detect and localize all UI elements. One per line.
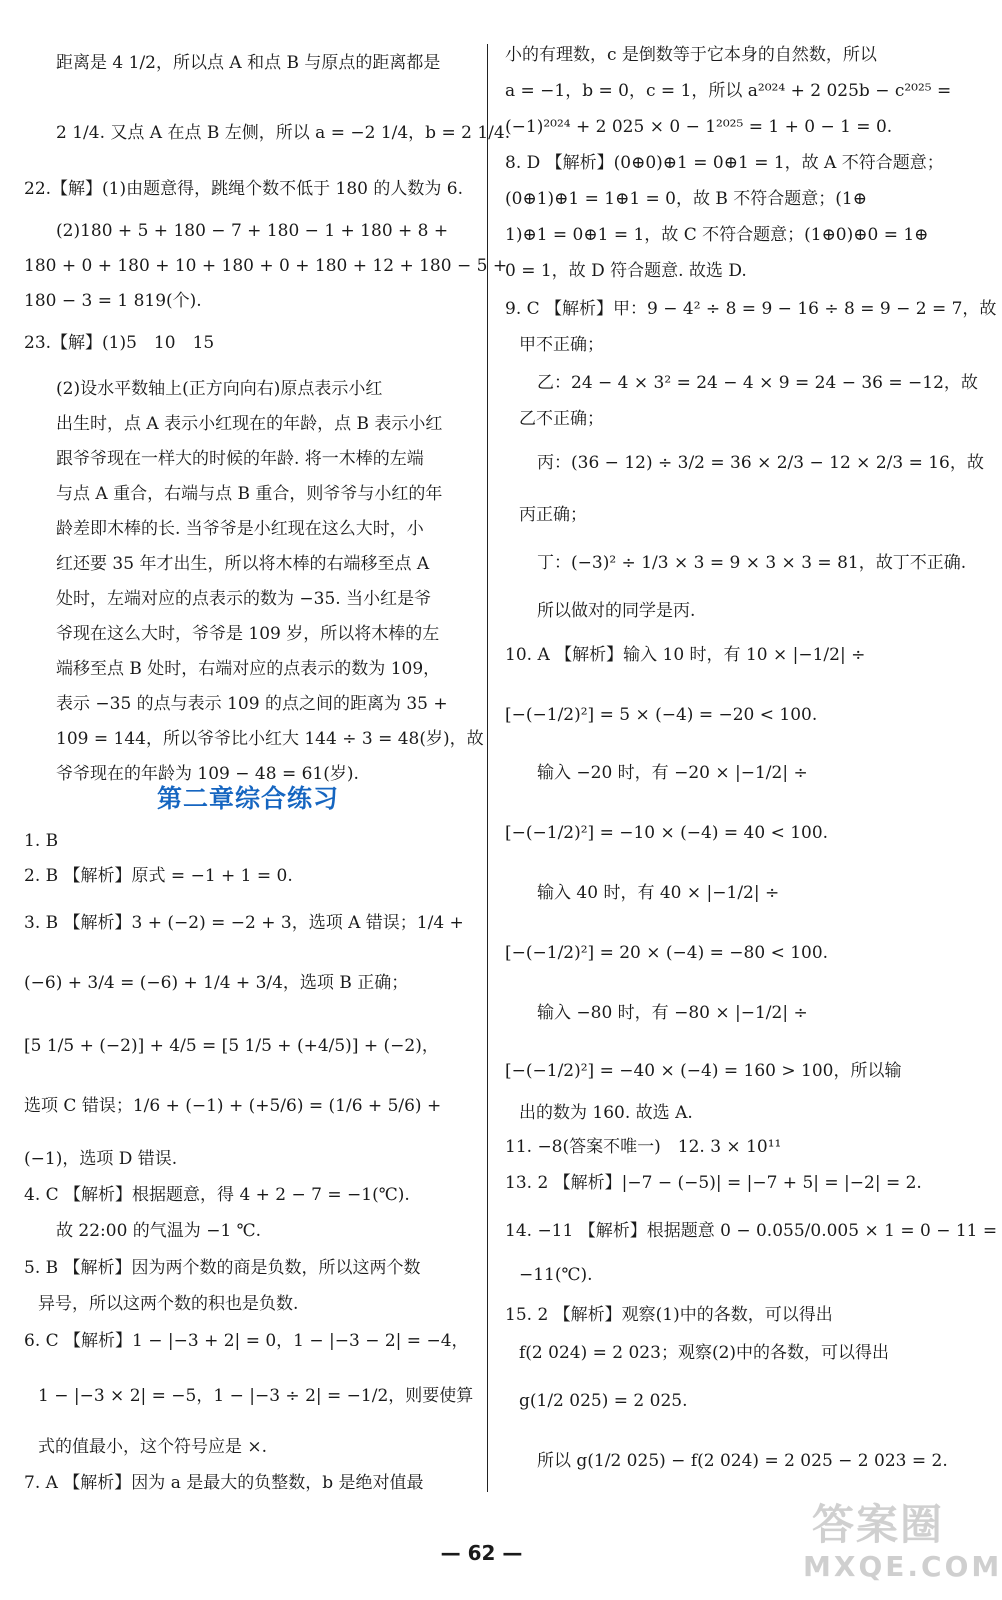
- answer-3: 3. B 【解析】3 + (−2) = −2 + 3，选项 A 错误；1/4 +: [24, 913, 464, 933]
- text-line: (−1)²⁰²⁴ + 2 025 × 0 − 1²⁰²⁵ = 1 + 0 − 1 = 0.: [505, 117, 893, 137]
- text-line: [−(−1/2)²] = −40 × (−4) = 160 > 100，所以输: [505, 1061, 902, 1081]
- text-line: (2)180 + 5 + 180 − 7 + 180 − 1 + 180 + 8 +: [56, 221, 449, 241]
- text-line: 丙正确；: [519, 505, 587, 525]
- answer-10: 10. A 【解析】输入 10 时，有 10 × |−1/2| ÷: [505, 645, 866, 665]
- page-number: — 62 —: [440, 1541, 523, 1565]
- text-line: 1)⊕1 = 0⊕1 = 1，故 C 不符合题意；(1⊕0)⊕0 = 1⊕: [505, 225, 929, 245]
- text-line: 表示 −35 的点与表示 109 的点之间的距离为 35 +: [56, 694, 448, 714]
- text-line: 选项 C 错误；1/6 + (−1) + (+5/6) = (1/6 + 5/6) +: [24, 1096, 442, 1116]
- text-line: (−1)，选项 D 错误.: [24, 1149, 178, 1169]
- answer-14: 14. −11 【解析】根据题意 0 − 0.055/0.005 × 1 = 0 − 11 =: [505, 1221, 998, 1241]
- answer-1: 1. B: [24, 831, 59, 851]
- text-line: 出的数为 160. 故选 A.: [519, 1103, 693, 1123]
- text-line: 红还要 35 年才出生，所以将木棒的右端移至点 A: [56, 554, 430, 574]
- section-title: 第二章综合练习: [156, 784, 339, 813]
- text-line: 丙：(36 − 12) ÷ 3/2 = 36 × 2/3 − 12 × 2/3 = 16，故: [537, 453, 984, 473]
- text-line: 丁：(−3)² ÷ 1/3 × 3 = 9 × 3 × 3 = 81，故丁不正确.: [537, 553, 967, 573]
- text-line: 与点 A 重合，右端与点 B 重合，则爷爷与小红的年: [56, 484, 443, 504]
- text-line: 2 1/4. 又点 A 在点 B 左侧，所以 a = −2 1/4，b = 2 1/4.: [56, 123, 511, 143]
- text-line: (2)设水平数轴上(正方向向右)原点表示小红: [56, 379, 383, 399]
- watermark-top-text: 答案圈: [811, 1500, 944, 1549]
- answer-7: 7. A 【解析】因为 a 是最大的负整数，b 是绝对值最: [24, 1473, 424, 1493]
- text-line: 输入 −20 时，有 −20 × |−1/2| ÷: [537, 763, 808, 783]
- watermark-bottom-text: MXQE.COM: [803, 1550, 1002, 1583]
- text-line: 180 + 0 + 180 + 10 + 180 + 0 + 180 + 12 + 180 − 5 +: [24, 256, 508, 276]
- text-line: 乙：24 − 4 × 3² = 24 − 4 × 9 = 24 − 36 = −12，故: [537, 373, 978, 393]
- text-line: [−(−1/2)²] = 5 × (−4) = −20 < 100.: [505, 705, 818, 725]
- text-line: 距离是 4 1/2，所以点 A 和点 B 与原点的距离都是: [56, 53, 441, 73]
- text-line: 所以 g(1/2 025) − f(2 024) = 2 025 − 2 023 = 2.: [537, 1451, 948, 1471]
- text-line: 输入 40 时，有 40 × |−1/2| ÷: [537, 883, 780, 903]
- text-line: 1 − |−3 × 2| = −5，1 − |−3 ÷ 2| = −1/2，则要使算: [38, 1386, 474, 1406]
- text-line: 处时，左端对应的点表示的数为 −35. 当小红是爷: [56, 589, 432, 609]
- text-line: 109 = 144，所以爷爷比小红大 144 ÷ 3 = 48(岁)，故: [56, 729, 484, 749]
- text-line: 异号，所以这两个数的积也是负数.: [38, 1294, 299, 1314]
- text-line: [5 1/5 + (−2)] + 4/5 = [5 1/5 + (+4/5)] + (−2)，: [24, 1036, 439, 1056]
- answer-15: 15. 2 【解析】观察(1)中的各数，可以得出: [505, 1305, 833, 1325]
- text-line: 爷爷现在的年龄为 109 − 48 = 61(岁).: [56, 764, 359, 784]
- text-line: 所以做对的同学是丙.: [537, 601, 696, 621]
- text-line: 故 22:00 的气温为 −1 ℃.: [56, 1221, 262, 1241]
- text-line: 甲不正确；: [519, 335, 604, 355]
- answer-2: 2. B 【解析】原式 = −1 + 1 = 0.: [24, 866, 293, 886]
- text-line: (−6) + 3/4 = (−6) + 1/4 + 3/4，选项 B 正确；: [24, 973, 409, 993]
- answer-11-12: 11. −8(答案不唯一) 12. 3 × 10¹¹: [505, 1137, 782, 1157]
- answer-5: 5. B 【解析】因为两个数的商是负数，所以这两个数: [24, 1258, 421, 1278]
- text-line: 端移至点 B 处时，右端对应的点表示的数为 109，: [56, 659, 441, 679]
- watermark-logo: [803, 1500, 1002, 1592]
- text-line: 0 = 1，故 D 符合题意. 故选 D.: [505, 261, 747, 281]
- text-line: 小的有理数，c 是倒数等于它本身的自然数，所以: [505, 45, 877, 65]
- text-line: 式的值最小，这个符号应是 ×.: [38, 1437, 268, 1457]
- answer-13: 13. 2 【解析】|−7 − (−5)| = |−7 + 5| = |−2| = 2.: [505, 1173, 922, 1193]
- text-line: 输入 −80 时，有 −80 × |−1/2| ÷: [537, 1003, 808, 1023]
- text-line: [−(−1/2)²] = −10 × (−4) = 40 < 100.: [505, 823, 829, 843]
- answer-9: 9. C 【解析】甲：9 − 4² ÷ 8 = 9 − 16 ÷ 8 = 9 − 2 = 7，故: [505, 299, 997, 319]
- text-line: −11(℃).: [519, 1265, 593, 1285]
- answer-23-part1: 23.【解】(1)5 10 15: [24, 333, 215, 353]
- text-line: 跟爷爷现在一样大的时候的年龄. 将一木棒的左端: [56, 449, 424, 469]
- answer-8: 8. D 【解析】(0⊕0)⊕1 = 0⊕1 = 1，故 A 不符合题意；: [505, 153, 944, 173]
- text-line: 爷现在这么大时，爷爷是 109 岁，所以将木棒的左: [56, 624, 440, 644]
- text-line: 180 − 3 = 1 819(个).: [24, 291, 202, 311]
- answer-4: 4. C 【解析】根据题意，得 4 + 2 − 7 = −1(℃).: [24, 1185, 410, 1205]
- text-line: 龄差即木棒的长. 当爷爷是小红现在这么大时，小: [56, 519, 424, 539]
- answer-22-part1: 22.【解】(1)由题意得，跳绳个数不低于 180 的人数为 6.: [24, 179, 463, 199]
- text-line: [−(−1/2)²] = 20 × (−4) = −80 < 100.: [505, 943, 829, 963]
- answer-6: 6. C 【解析】1 − |−3 + 2| = 0，1 − |−3 − 2| = −4，: [24, 1331, 469, 1351]
- text-line: a = −1，b = 0，c = 1，所以 a²⁰²⁴ + 2 025b − c²⁰²⁵ =: [505, 81, 952, 101]
- text-line: (0⊕1)⊕1 = 1⊕1 = 0，故 B 不符合题意；(1⊕: [505, 189, 867, 209]
- text-line: 乙不正确；: [519, 409, 604, 429]
- text-line: 出生时，点 A 表示小红现在的年龄，点 B 表示小红: [56, 414, 443, 434]
- text-line: g(1/2 025) = 2 025.: [519, 1391, 688, 1411]
- text-line: f(2 024) = 2 023；观察(2)中的各数，可以得出: [519, 1343, 890, 1363]
